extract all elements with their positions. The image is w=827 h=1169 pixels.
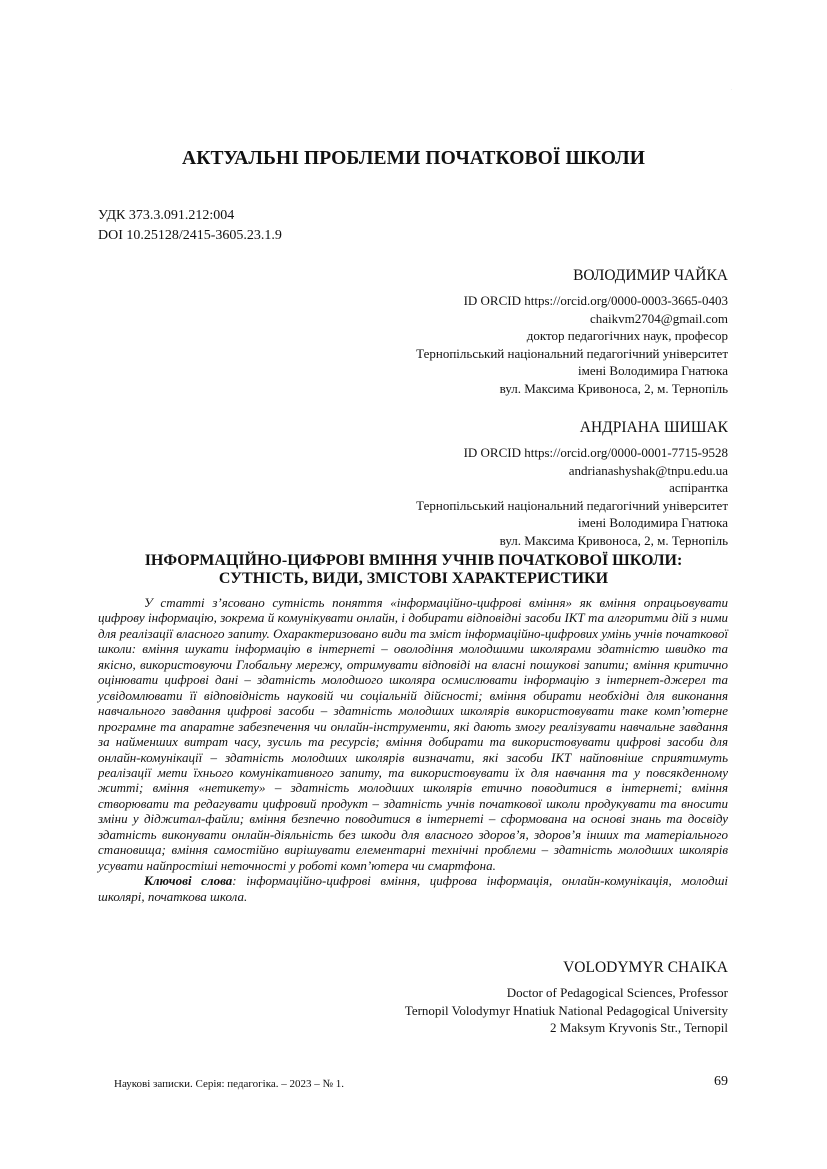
author-email[interactable]: andrianashyshak@tnpu.edu.ua xyxy=(568,462,728,478)
article-title-line-2: СУТНІСТЬ, ВИДИ, ЗМІСТОВІ ХАРАКТЕРИСТИКИ xyxy=(218,570,609,587)
author-university-name: імені Володимира Гнатюка xyxy=(577,515,728,530)
doi: DOI 10.25128/2415-3605.23.1.9 xyxy=(98,228,282,243)
english-author-address: 2 Maksym Kryvonis Str., Ternopil xyxy=(550,1020,728,1035)
author-block-1 xyxy=(416,266,728,397)
author-position: аспірантка xyxy=(669,480,728,495)
udk-code: УДК 373.3.091.212:004 xyxy=(98,208,235,223)
author-address: вул. Максима Кривоноса, 2, м. Тернопіль xyxy=(499,532,728,548)
english-author-position: Doctor of Pedagogical Sciences, Professor xyxy=(506,985,728,1000)
english-author-university: Ternopil Volodymyr Hnatiuk National Pedagogical University xyxy=(404,1002,728,1018)
author-orcid[interactable]: ID ORCID https://orcid.org/0000-0001-7715-9528 xyxy=(463,445,728,460)
author-block-2 xyxy=(416,418,728,549)
abstract-text: У статті з’ясовано сутність поняття «інформаційно-цифрові вміння» як вміння опрацьовувати цифрову інформацію, зокрема й комунікувати онлайн, і добирати відповідні засоби ІКТ та алгоритми дій з ними для реалізації власного запиту. Охарактеризовано види та зміст інформаційно-цифрових умінь учнів початкової школи: вміння шукати інформацію в інтернеті – оволодіння молодшими школярами здатністю швидко та якісно, використовуючи Глобальну мережу, отримувати відповіді на власні пошукові запити; вміння критично оцінювати цифрові дані – здатність молодшого школяра осмислювати інформацію з інтернет-джерел та усвідомлювати її відповідність науковій чи соціальній дійсності; вміння обирати необхідні для виконання навчального завдання цифрові засоби – здатність молодших школярів використовувати таке комп’ютерне програмне та апаратне забезпечення чи онлайн-інструменти, які дають змогу реалізувати навчальне завдання за найменших витрат часу, зусиль та ресурсів; вміння добирати та використовувати цифрові засоби для онлайн-комунікації – здатність молодших школярів визначати, які засоби ІКТ найповніше сприятимуть реалізації мети їхнього комунікативного запиту, та використовувати їх для навчання та у повсякденному житті; вміння «нетикету» – здатність молодших школярів етично поводитися в інтернеті; вміння створювати та редагувати цифровий продукт – здатність учнів початкової школи продукувати та вносити зміни у діджитал-файли; вміння безпечно поводитися в інтернеті – сформована на основі знань та досвіду здатність виконувати онлайн-діяльність без шкоди для власного здоров’я, здоров’я інших та матеріального становища; вміння самостійно вирішувати елементарні технічні проблеми – здатність молодших школярів усувати найпростіші неточності у роботі комп’ютера чи смартфона. xyxy=(98,595,728,873)
author-position: доктор педагогічних наук, професор xyxy=(526,328,728,343)
article-title-line-1: ІНФОРМАЦІЙНО-ЦИФРОВІ ВМІННЯ УЧНІВ ПОЧАТКОВОЇ ШКОЛИ: xyxy=(144,552,683,569)
article-identifiers xyxy=(98,206,282,246)
english-author-block xyxy=(405,958,728,1037)
author-university-name: імені Володимира Гнатюка xyxy=(577,363,728,378)
keywords xyxy=(98,873,728,904)
article-title xyxy=(0,552,827,588)
section-title: АКТУАЛЬНІ ПРОБЛЕМИ ПОЧАТКОВОЇ ШКОЛИ xyxy=(182,148,645,169)
page-number: 69 xyxy=(714,1074,728,1089)
corner-mark: · xyxy=(730,88,732,93)
english-author-name: VOLODYMYR CHAIKA xyxy=(563,959,728,976)
author-name: АНДРІАНА ШИШАК xyxy=(579,419,728,436)
author-orcid[interactable]: ID ORCID https://orcid.org/0000-0003-3665-0403 xyxy=(463,293,728,308)
abstract xyxy=(98,595,728,904)
author-university: Тернопільський національний педагогічний університет xyxy=(416,345,728,361)
keywords-label: Ключові слова xyxy=(144,873,233,889)
author-university: Тернопільський національний педагогічний університет xyxy=(416,497,728,513)
journal-footer: Наукові записки. Серія: педагогіка. – 2023 – № 1. xyxy=(114,1078,345,1090)
author-name: ВОЛОДИМИР ЧАЙКА xyxy=(573,267,728,284)
author-address: вул. Максима Кривоноса, 2, м. Тернопіль xyxy=(499,380,728,396)
keywords-text: : інформаційно-цифрові вміння, цифрова інформація, онлайн-комунікація, молодші школярі, початкова школа. xyxy=(98,873,728,904)
author-email[interactable]: chaikvm2704@gmail.com xyxy=(590,310,728,326)
